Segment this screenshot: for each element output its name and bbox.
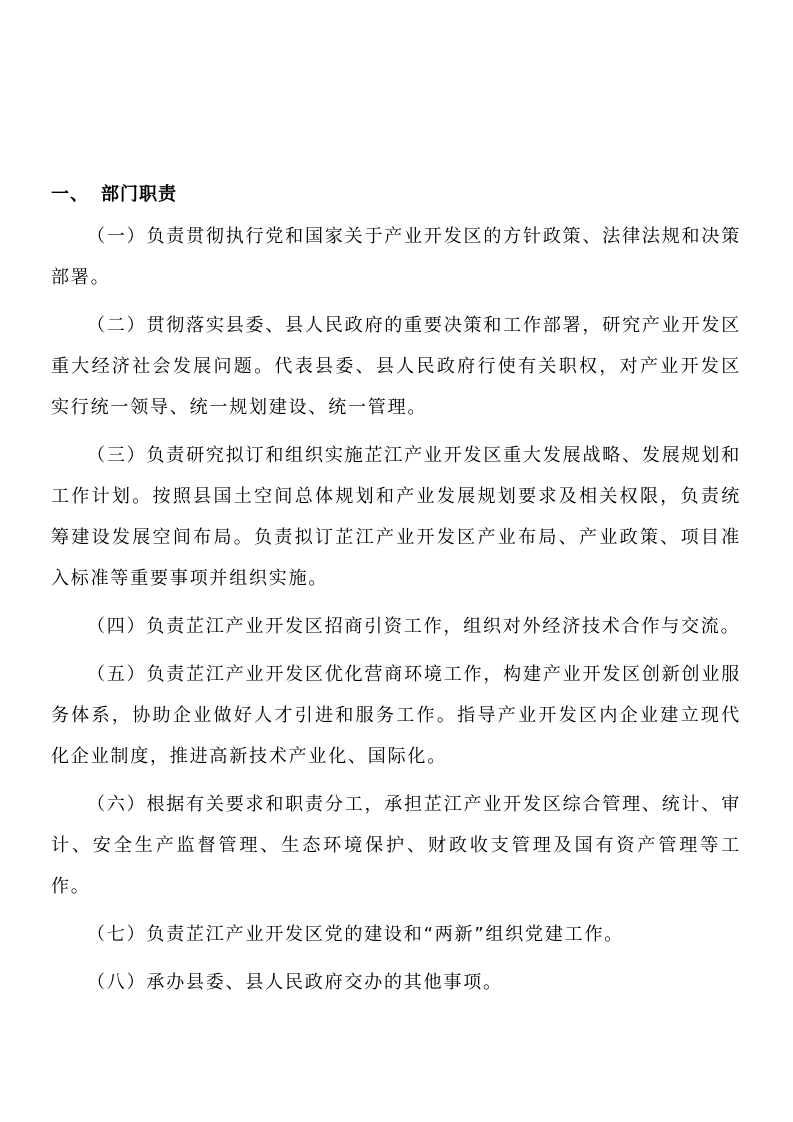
duty-item-4: （四）负责芷江产业开发区招商引资工作，组织对外经济技术合作与交流。 (87, 616, 741, 637)
section-heading (51, 181, 177, 209)
duty-item-5: （五）负责芷江产业开发区优化营商环境工作，构建产业开发区创新创业服务体系，协助企业做好人才引进和服务工作。指导产业开发区内企业建立现代化企业制度，推进高新技术产业化、国际化。 (51, 664, 741, 767)
duty-item-3: （三）负责研究拟订和组织实施芷江产业开发区重大发展战略、发展规划和工作计划。按照县国土空间总体规划和产业发展规划要求及相关权限，负责统筹建设发展空间布局。负责拟订芷江产业开发区产业布局、产业政策、项目准入标准等重要事项并组织实施。 (51, 445, 741, 589)
duties-list (51, 216, 741, 1010)
duty-item-2: （二）贯彻落实县委、县人民政府的重要决策和工作部署，研究产业开发区重大经济社会发展问题。代表县委、县人民政府行使有关职权，对产业开发区实行统一领导、统一规划建设、统一管理。 (51, 315, 741, 418)
duty-item-1: （一）负责贯彻执行党和国家关于产业开发区的方针政策、法律法规和决策部署。 (51, 226, 741, 288)
duty-item-7: （七）负责芷江产业开发区党的建设和“两新”组织党建工作。 (87, 924, 625, 945)
section-number: 一、 (51, 184, 89, 205)
section-title: 部门职责 (101, 184, 177, 205)
duty-item-8: （八）承办县委、县人民政府交办的其他事项。 (87, 972, 503, 993)
duty-item-6: （六）根据有关要求和职责分工，承担芷江产业开发区综合管理、统计、审计、安全生产监督管理、生态环境保护、财政收支管理及国有资产管理等工作。 (51, 794, 741, 897)
